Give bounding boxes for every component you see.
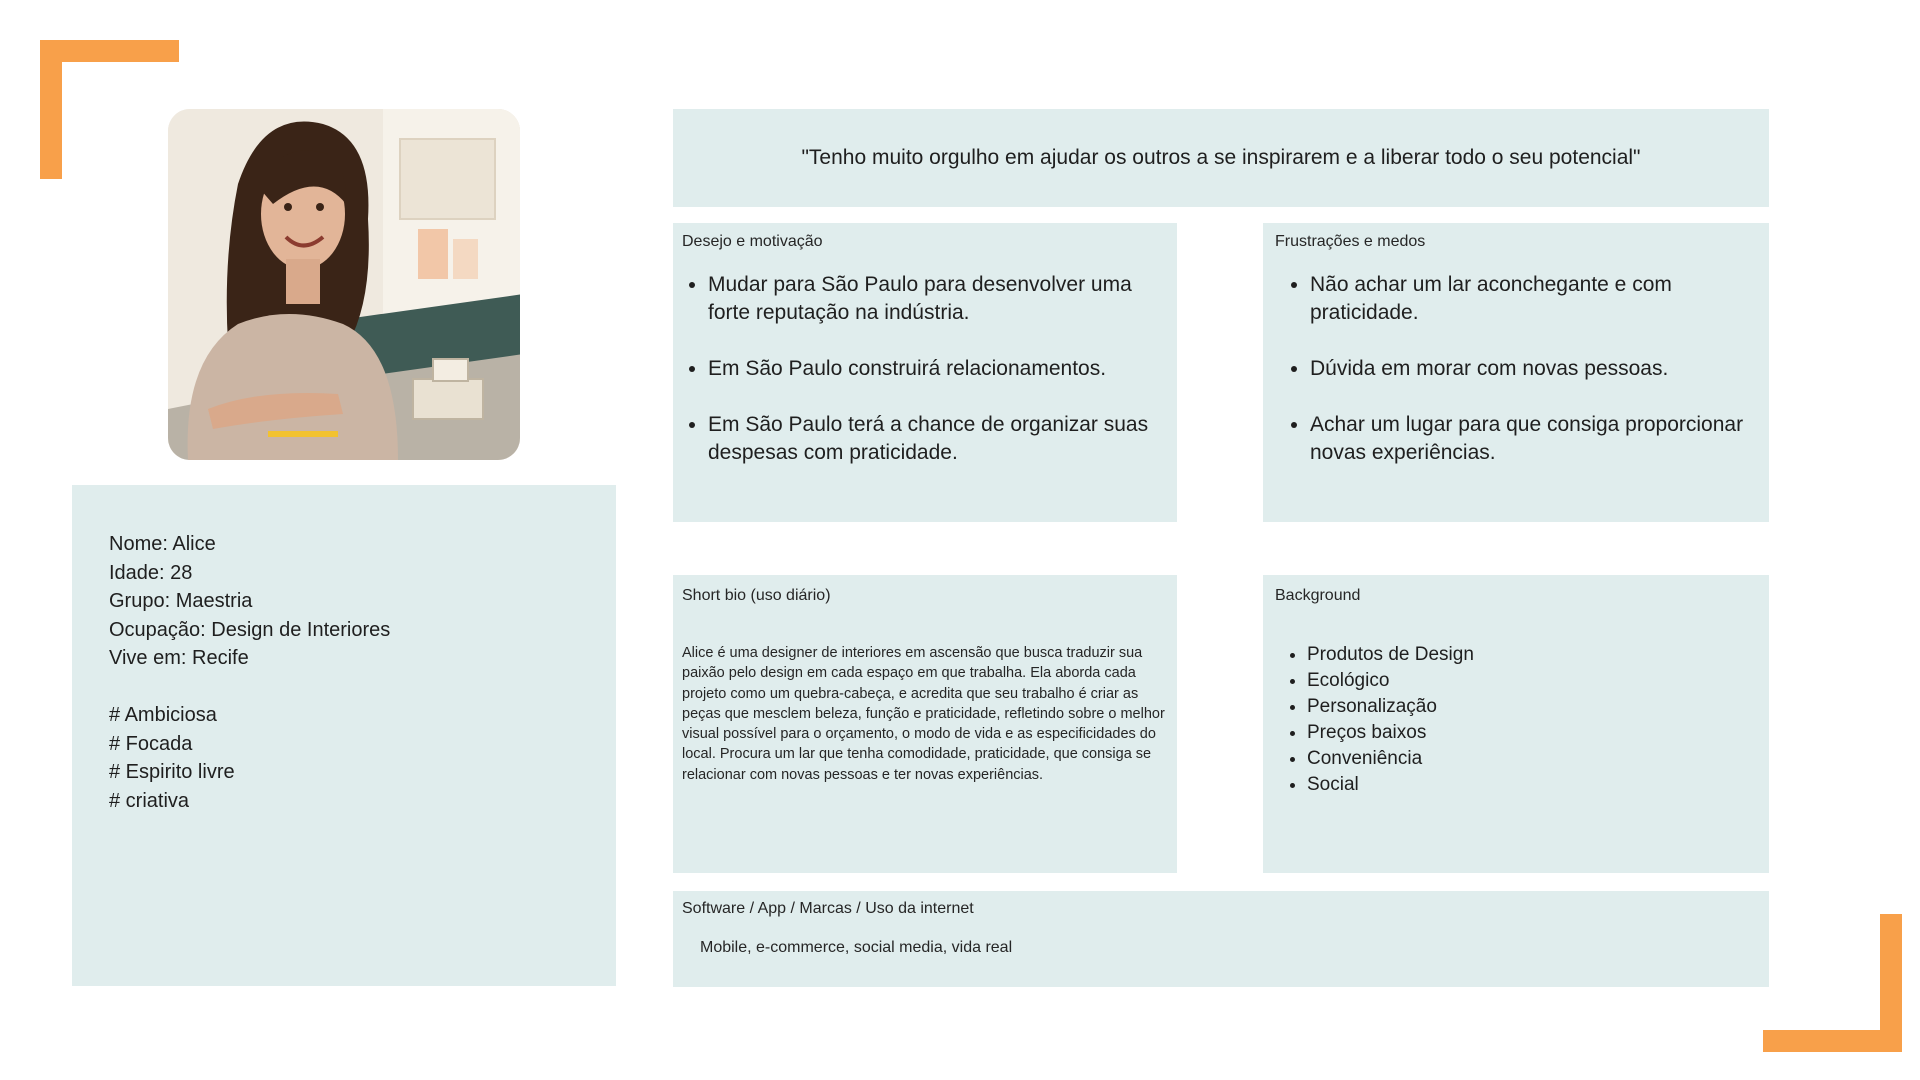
list-item: • Preços baixos: [1307, 720, 1474, 746]
profile-name: Nome: Alice: [109, 533, 216, 555]
profile-tag: # criativa: [109, 789, 190, 812]
profile-photo-illustration: [168, 109, 520, 460]
list-item: • Mudar para São Paulo para desenvolver uma forte reputação na indústria.: [708, 271, 1163, 327]
background-list: [1263, 642, 1474, 798]
profile-age: Idade: 28: [109, 561, 193, 584]
bio-panel: [673, 575, 1177, 873]
frustrations-list: [1275, 271, 1750, 467]
profile-tag: # Espirito livre: [109, 761, 235, 783]
bio-title: Short bio (uso diário): [682, 587, 831, 604]
list-item: • Dúvida em morar com novas pessoas.: [1310, 355, 1750, 383]
list-item: • Produtos de Design: [1307, 642, 1474, 668]
profile-location: Vive em: Recife: [109, 647, 249, 669]
desire-list: [673, 271, 1163, 467]
background-panel: [1263, 575, 1769, 873]
software-title: Software / App / Marcas / Uso da internet: [682, 900, 974, 917]
profile-group: Grupo: Maestria: [109, 590, 253, 612]
software-panel: [673, 891, 1769, 987]
quote-panel: [673, 109, 1769, 207]
list-item: • Personalização: [1307, 694, 1474, 720]
bio-text: Alice é uma designer de interiores em ascensão que busca traduzir sua paixão pelo design em cada espaço em que trabalha. Ela aborda cada projeto como um quebra-cabeça, e acredita que seu trabalho é criar as peças que mesclem beleza, função e praticidade, refletindo sobre o melhor visual possível para o orçamento, o modo de vida e as especificidades do local. Procura um lar que tenha comodidade, praticidade, que consiga se relacionar com novas pessoas e ter novas experiências.: [682, 645, 1165, 783]
profile-occupation: Ocupação: Design de Interiores: [109, 618, 391, 641]
corner-bracket-bottom-right-vertical: [1880, 914, 1902, 1052]
profile-tag: # Ambiciosa: [109, 704, 217, 726]
corner-bracket-top-left-vertical: [40, 40, 62, 179]
frustrations-title: Frustrações e medos: [1275, 233, 1426, 250]
profile-tag: # Focada: [109, 732, 193, 755]
list-item: • Em São Paulo construirá relacionamentos.: [708, 355, 1163, 383]
list-item: • Achar um lugar para que consiga proporcionar novas experiências.: [1310, 411, 1750, 467]
list-item: • Ecológico: [1307, 668, 1474, 694]
profile-photo: [168, 109, 520, 460]
list-item: • Não achar um lar aconchegante e com praticidade.: [1310, 271, 1750, 327]
list-item: • Conveniência: [1307, 746, 1474, 772]
profile-details: [109, 530, 390, 815]
background-title: Background: [1275, 587, 1361, 604]
software-text: Mobile, e-commerce, social media, vida real: [700, 939, 1013, 956]
frustrations-panel: [1263, 223, 1769, 522]
desire-panel: [673, 223, 1177, 522]
persona-quote: "Tenho muito orgulho em ajudar os outros a se inspirarem e a liberar todo o seu potencial": [801, 146, 1641, 169]
profile-info-panel: [72, 485, 616, 986]
list-item: • Em São Paulo terá a chance de organizar suas despesas com praticidade.: [708, 411, 1163, 467]
list-item: • Social: [1307, 772, 1474, 798]
desire-title: Desejo e motivação: [682, 233, 823, 250]
